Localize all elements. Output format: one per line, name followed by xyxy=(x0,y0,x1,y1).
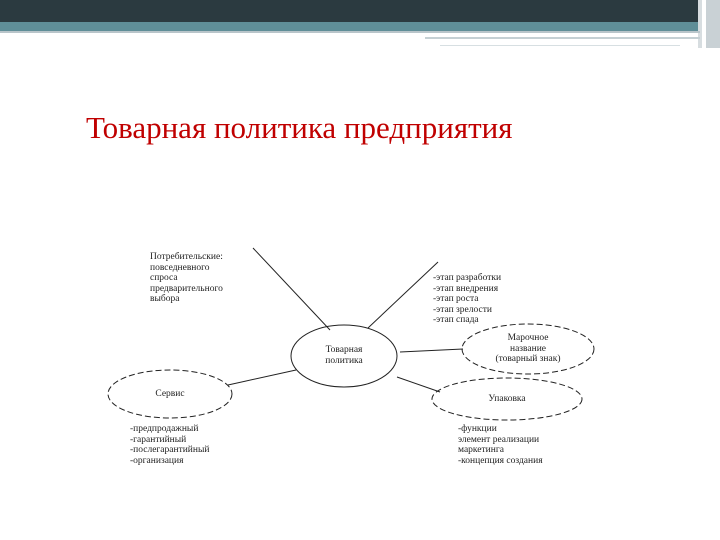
list-item: элемент реализации xyxy=(458,434,540,445)
list-item: -этап внедрения xyxy=(433,283,499,294)
brand-node-label: Марочное название (товарный знак) xyxy=(495,333,561,365)
list-item: -организация xyxy=(130,455,184,466)
list-item: -этап роста xyxy=(433,294,479,305)
service-types-list xyxy=(130,424,209,466)
packaging-aspects-list xyxy=(458,424,543,466)
list-item: повседневного xyxy=(150,262,210,273)
slide-title: Товарная политика предприятия xyxy=(86,110,513,145)
connector-consumer xyxy=(253,248,330,330)
list-item: предварительного xyxy=(150,283,223,294)
list-item: -послегарантийный xyxy=(130,445,210,456)
list-item: -концепция создания xyxy=(458,455,543,466)
connector-stages xyxy=(368,262,438,328)
connector-service xyxy=(228,370,296,385)
list-item: -гарантийный xyxy=(130,434,187,445)
lifecycle-stages-list xyxy=(433,273,501,326)
list-item: -предпродажный xyxy=(130,424,199,434)
list-item: -этап спада xyxy=(433,315,479,326)
service-node-label: Сервис xyxy=(155,389,185,399)
connector-brand xyxy=(400,349,463,352)
list-item: -функции xyxy=(458,424,497,434)
list-item: Потребительские: xyxy=(150,252,223,262)
connector-packaging xyxy=(397,377,440,392)
center-node-label: Товарная политика xyxy=(325,345,363,366)
list-item: выбора xyxy=(150,294,180,305)
packaging-node-label: Упаковка xyxy=(488,394,526,404)
list-item: -этап зрелости xyxy=(433,304,492,315)
list-item: -этап разработки xyxy=(433,273,502,283)
list-item: маркетинга xyxy=(458,445,504,456)
list-item: спроса xyxy=(150,273,178,284)
consumer-goods-list xyxy=(150,252,223,305)
